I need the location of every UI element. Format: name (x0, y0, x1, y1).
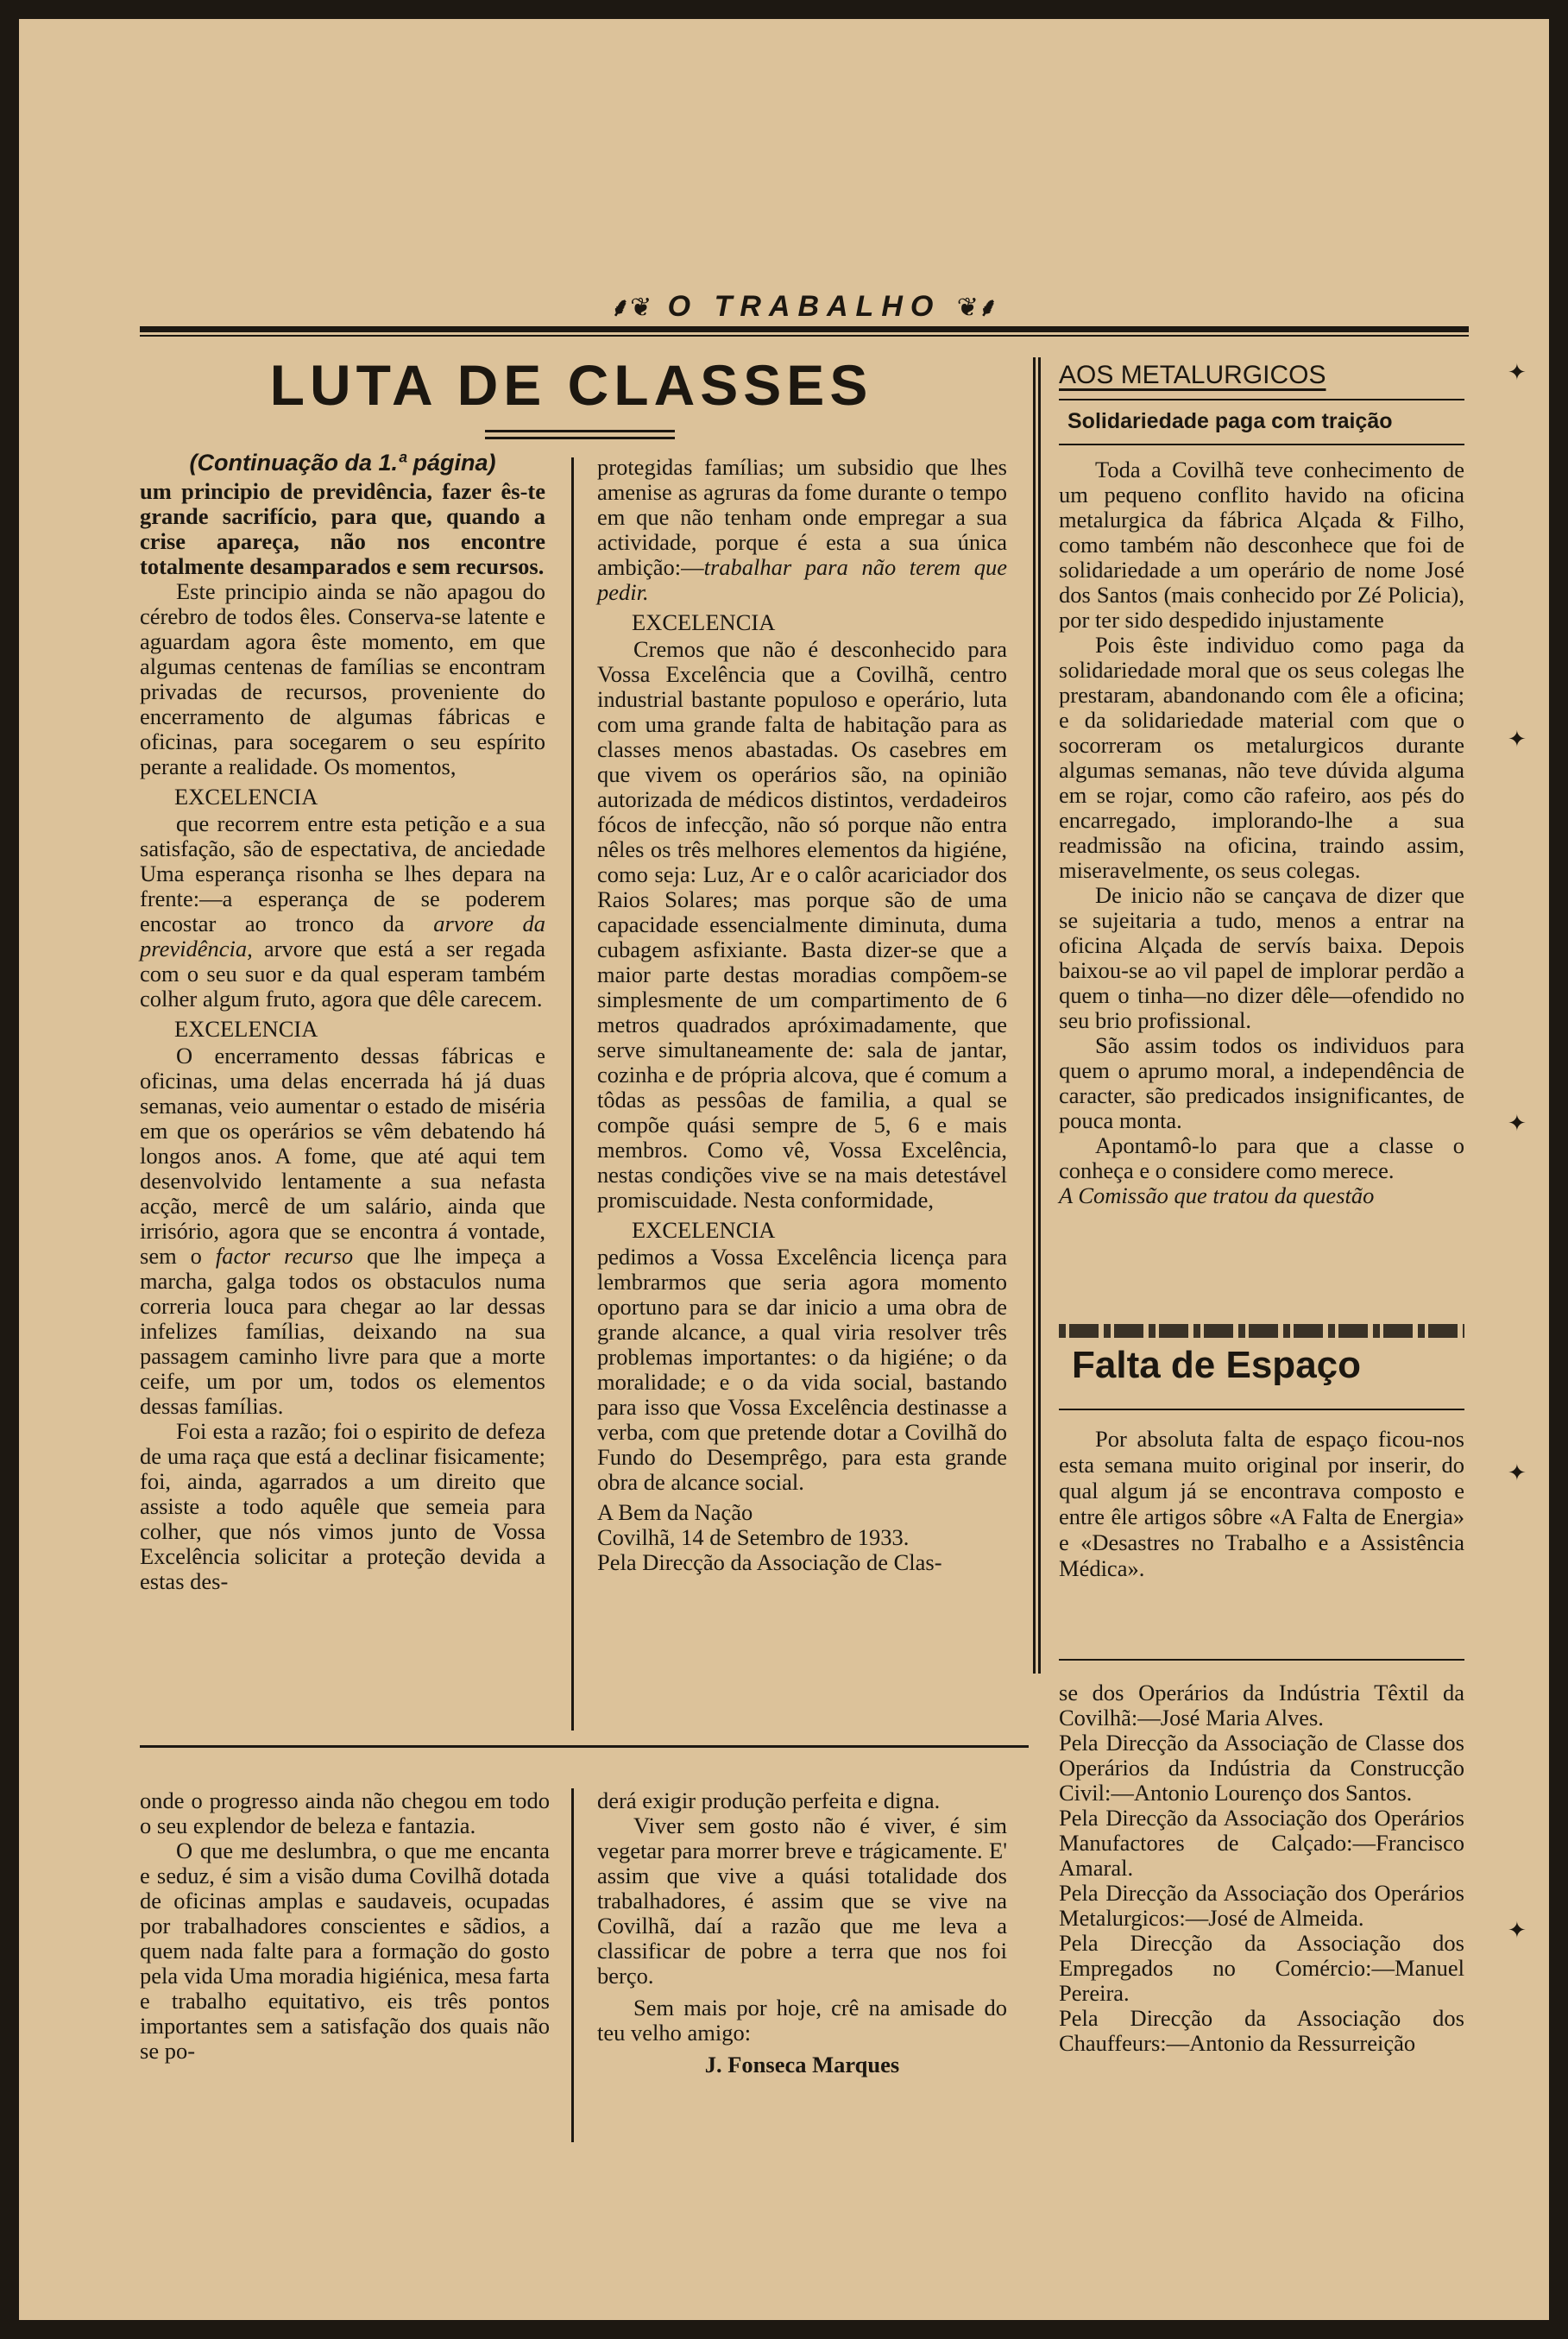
masthead-title: O TRABALHO (667, 290, 941, 323)
side-heading: AOS METALURGICOS (1059, 361, 1326, 389)
punch-mark-icon: ✦ (1508, 360, 1527, 385)
side-article (1059, 457, 1464, 1208)
paragraph: onde o progresso ainda não chegou em todo o seu explendor de beleza e fantazia. (140, 1787, 550, 1838)
paragraph: Por absoluta falta de espaço ficou-nos esta semana muito original por inserir, do qual algum já se encontrava composto e entre êle artigos sôbre «A Falta de Energia» e «Desastres no Trabalho e a Assistência Médica». (1059, 1426, 1464, 1581)
punch-mark-icon: ✦ (1508, 1918, 1527, 1943)
continuation-note: (Continuação da 1.ª página) (189, 450, 496, 476)
main-bottom-rule (140, 1745, 1029, 1748)
paragraph: Este principio ainda se não apagou do cérebro de todos êles. Conserva-se latente e aguardam agora êste momento, em que algumas centenas de famílias se encontram privadas de recursos, proveniente do encerramento de algumas fábricas e oficinas, para socegarem o seu espírito perante a realidade. Os momentos, (140, 578, 545, 779)
section-heading: EXCELENCIA (174, 1016, 318, 1042)
paragraph: De inicio não se cançava de dizer que se sujeitaria a tudo, menos a entrar na oficina Alçada de servís baixa. Depois baixou-se ao vil papel de implorar perdão a quem o tinha—no dizer dêle—ofendido no seu brio profissional. (1059, 882, 1464, 1033)
ornament-right-icon: ❦⸙ (956, 293, 998, 322)
punch-mark-icon: ✦ (1508, 727, 1527, 752)
column-rule (571, 1788, 574, 2142)
side-subheading-rule (1059, 444, 1464, 445)
paragraph: Pois êste individuo como paga da solidariedade moral que os seus colegas lhe prestaram, abandonando com êle a oficina; e da solidariedade material com que o socorreram os metalurgicos durante algumas semanas, não teve dúvida alguma em se rojar, como cão rafeiro, aos pés do encarregado, implorando-lhe a sua readmissão na oficina, traindo assim, miseravelmente, os seus colegas. (1059, 632, 1464, 883)
side-signature: A Comissão que tratou da questão (1059, 1182, 1375, 1208)
title-rule (485, 430, 675, 432)
paragraph: protegidas famílias; um subsidio que lhes amenise as agruras da fome durante o tempo em que não tenham onde empregar a sua actividade, porque é esta a sua única ambição:—trabalhar para não terem que pedir. (597, 454, 1007, 605)
paragraph: derá exigir produção perfeita e digna. (597, 1787, 941, 1813)
title-rule-2 (485, 437, 675, 439)
column-rule (1033, 357, 1036, 1674)
side-subheading: Solidariedade paga com traição (1067, 409, 1393, 433)
paragraph: Foi esta a razão; foi o espirito de defeza de uma raça que está a declinar fisicamente; foi, ainda, agarrados a um direito que assiste a todo aquêle que semeia para colher, que nós vimos junto de Vossa Excelência solicitar a proteção devida a estas des- (140, 1418, 545, 1594)
masthead (140, 288, 1469, 324)
ornamental-divider (1059, 1324, 1464, 1338)
punch-mark-icon: ✦ (1508, 1111, 1527, 1136)
side-heading-rule (1059, 399, 1464, 400)
column-rule (571, 457, 574, 1731)
falta-rule (1059, 1409, 1464, 1410)
paragraph: Toda a Covilhã teve conhecimento de um pequeno conflito havido na oficina metalurgica da fábrica Alçada & Filho, como também não desconhece que foi de solidariedade a um operário de nome José dos Santos (mais conhecido por Zé Policia), por ter sido despedido injustamente (1059, 457, 1464, 633)
paragraph: O encerramento dessas fábricas e oficinas, uma delas encerrada há já duas semanas, veio aumentar o estado de miséria em que os operários se vêm debatendo há longos anos. A fome, que até aqui tem desenvolvido lentamente a sua nefasta acção, mercê de um salário, ainda que irrisório, agora que se encontra á vontade, sem o factor recurso que lhe impeça a marcha, galga todos os obstaculos numa correria louca para chegar ao lar dessas infelizes famílias, deixando na sua passagem caminho livre para que a morte ceife, um por um, todos os elementos dessas famílias. (140, 1043, 546, 1419)
bottom-column-3 (1059, 1680, 1464, 2056)
paragraph: São assim todos os individuos para quem o aprumo moral, a independência de caracter, são predicados insignificantes, de pouca monta. (1059, 1032, 1464, 1133)
signatory-line: Pela Direcção da Associação dos Operários Manufactores de Calçado:—Francisco Amaral. (1059, 1805, 1464, 1881)
closing-salutation: A Bem da Nação (597, 1499, 753, 1525)
paragraph: O que me deslumbra, o que me encanta e seduz, é sim a visão duma Covilhã dotada de oficinas amplas e saudaveis, ocupadas por trabalhadores conscientes e sãdios, a quem nada falte para a formação do gosto pela vida Uma moradia higiénica, mesa farta e trabalho equitativo, eis três pontos importantes sem a satisfação dos quais não se po- (140, 1838, 550, 2064)
bottom-column-1 (140, 1788, 550, 2064)
paragraph: Apontamô-lo para que a classe o conheça e o considere como merece. (1059, 1132, 1464, 1183)
letter-signature: J. Fonseca Marques (704, 2052, 900, 2077)
section-heading: EXCELENCIA (632, 1217, 776, 1243)
column-rule-double (1038, 357, 1041, 1674)
signatory-line: Pela Direcção da Associação dos Empregados no Comércio:—Manuel Pereira. (1059, 1930, 1464, 2006)
falta-article (1059, 1426, 1464, 1581)
article-column-1 (140, 451, 545, 1594)
signatory-line: se dos Operários da Indústria Têxtil da Covilhã:—José Maria Alves. (1059, 1680, 1464, 1731)
ornament-left-icon: ⸙❦ (610, 293, 652, 322)
paragraph: um principio de previdência, fazer ês-te grande sacrifício, para que, quando a crise apareça, não nos encontre totalmente desamparados e sem recursos. (140, 478, 545, 579)
falta-title: Falta de Espaço (1072, 1344, 1362, 1386)
masthead-rule-thin (140, 335, 1469, 337)
date-line: Covilhã, 14 de Setembro de 1933. (597, 1524, 910, 1550)
side-bottom-rule (1059, 1659, 1464, 1661)
paragraph: Viver sem gosto não é viver, é sim vegetar para morrer breve e trágicamente. E' assim que vive a quási totalidade dos trabalhadores, é assim que se vive na Covilhã, daí a razão que me leva a classificar de pobre a terra que nos foi berço. (597, 1813, 1007, 1989)
bottom-column-2 (597, 1788, 1007, 2077)
paragraph: Cremos que não é desconhecido para Vossa Excelência que a Covilhã, centro industrial bastante populoso e operário, luta com uma grande falta de habitação para as classes menos abastadas. Os casebres em que vivem os operários são, na opinião autorizada de médicos distintos, verdadeiros fócos de infecção, não só porque não entra nêles os três melhores elementos da higiéne, como seja: Luz, Ar e o calôr acariciador dos Raios Solares; mas porque são de uma capacidade essencialmente diminuta, duma cubagem asfixiante. Basta dizer-se que a maior parte destas moradias compõem-se simplesmente de um compartimento de 6 metros quadrados apróximadamente, que serve simultaneamente de: sala de jantar, cozinha e de própria alcova, que é comum a tôdas as pessôas de familia, a qual se compõe quási sempre de 5, 6 e mais membros. Como vê, Vossa Excelência, nestas condições vive se na mais detestável promiscuidade. Nesta conformidade, (597, 636, 1007, 1213)
signatory-line: Pela Direcção da Associação de Classe dos Operários da Indústria da Construcção Civil:—Antonio Lourenço dos Santos. (1059, 1730, 1464, 1806)
section-heading: EXCELENCIA (174, 784, 318, 810)
paragraph: Sem mais por hoje, crê na amisade do teu velho amigo: (597, 1995, 1007, 2046)
signatory-line: Pela Direcção da Associação dos Chauffeurs:—Antonio da Ressurreição (1059, 2005, 1464, 2056)
paragraph: pedimos a Vossa Excelência licença para lembrarmos que seria agora momento oportuno para se dar inicio a uma obra de grande alcance, a qual viria resolver três problemas importantes: o da higiéne; o da moralidade; e o da vida social, bastando para isso que Vossa Excelência destinasse a verba, com que pretende dotar a Covilhã do Fundo do Desemprêgo, para esta grande obra de alcance social. (597, 1244, 1007, 1495)
punch-mark-icon: ✦ (1508, 1460, 1527, 1485)
section-heading: EXCELENCIA (632, 609, 776, 635)
signatory-line: Pela Direcção da Associação dos Operários Metalurgicos:—José de Almeida. (1059, 1880, 1464, 1931)
masthead-rule (140, 326, 1469, 332)
article-column-2 (597, 455, 1007, 1575)
paragraph: que recorrem entre esta petição e a sua satisfação, são de espectativa, de anciedade Uma esperança risonha se lhes depara na frente:—a esperança de se poderem encostar ao tronco da arvore da previdência, arvore que está a ser regada com o seu suor e da qual esperam também colher algum fruto, agora que dêle carecem. (140, 810, 545, 1012)
signatory-line: Pela Direcção da Associação de Clas- (597, 1549, 942, 1575)
article-title: LUTA DE CLASSES (269, 353, 873, 417)
